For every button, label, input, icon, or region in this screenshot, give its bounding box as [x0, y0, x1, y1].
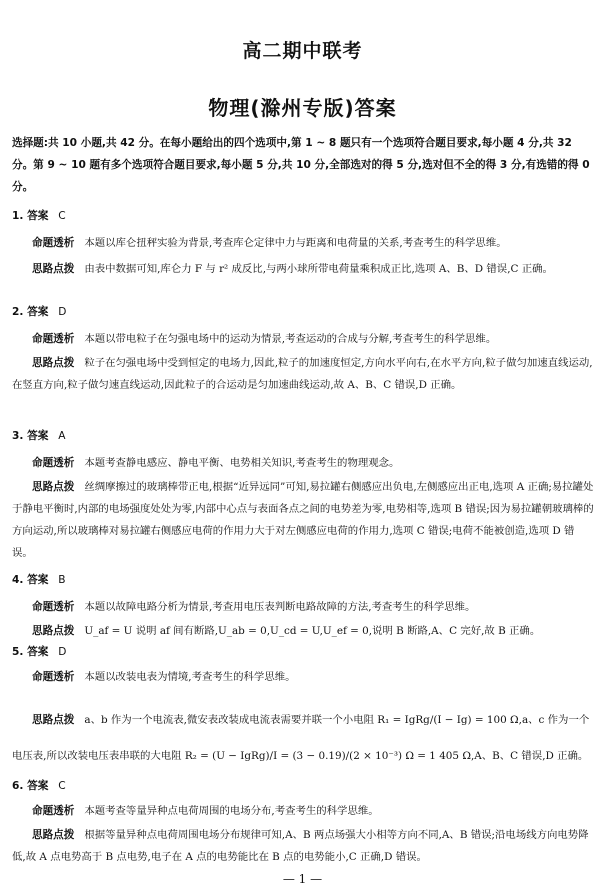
hint-label: 思路点拨	[32, 481, 75, 493]
question-5-answer	[12, 642, 66, 662]
answer-value: D	[58, 306, 67, 318]
exam-subtitle: 物理(滁州专版)答案	[208, 96, 397, 120]
hint-text: 由表中数据可知,库仑力 F 与 r² 成反比,与两小球所带电荷量乘积成正比,选项 A、B、D 错误,C 正确。	[84, 263, 553, 275]
question-number: 3.	[12, 430, 24, 442]
answer-label: 答案	[27, 574, 49, 586]
question-6-answer	[12, 776, 66, 796]
analysis-label: 命题透析	[32, 601, 75, 613]
page-number: — 1 —	[282, 872, 323, 886]
question-1-analysis	[12, 232, 594, 254]
analysis-text: 本题考查等量异种点电荷周围的电场分布,考查考生的科学思维。	[84, 805, 379, 817]
analysis-label: 命题透析	[32, 671, 75, 683]
hint-text: 丝绸摩擦过的玻璃棒带正电,根据“近异远同”可知,易拉罐右侧感应出负电,左侧感应出正电,选项 A 正确;易拉罐处于静电平衡时,内部的电场强度处处为零,内部中心点与表面各点之间的电势差为零,电势相等,选项 B 错误;因为易拉罐朝玻璃棒的方向运动,所以玻璃棒对易拉罐右侧感应电荷的作用力大于对左侧感应电荷的作用力,选项 C 错误;电荷不能被创造,选项 D 错误。	[12, 481, 594, 559]
answer-label: 答案	[27, 430, 49, 442]
section-intro: 选择题:共 10 小题,共 42 分。在每小题给出的四个选项中,第 1 ~ 8 题只有一个选项符合题目要求,每小题 4 分,共 32 分。第 9 ~ 10 题有多个选项符合题目要求,每小题 5 分,共 10 分,全部选对的得 5 分,选对但不全的得 3 分,有选错的得 0 分。	[12, 137, 590, 193]
answer-label: 答案	[27, 780, 49, 792]
analysis-text: 本题以故障电路分析为情景,考查用电压表判断电路故障的方法,考查考生的科学思维。	[84, 601, 476, 613]
question-2-answer	[12, 302, 66, 322]
question-3-answer	[12, 426, 66, 446]
answer-value: B	[58, 574, 66, 586]
hint-text: 粒子在匀强电场中受到恒定的电场力,因此,粒子的加速度恒定,方向水平向右,在水平方向,粒子做匀加速直线运动,在竖直方向,粒子做匀速直线运动,因此粒子的合运动是匀加速曲线运动,故 A、B、C 错误,D 正确。	[12, 357, 593, 391]
question-number: 6.	[12, 780, 24, 792]
question-6-analysis	[12, 800, 594, 822]
question-4-analysis	[12, 596, 594, 618]
hint-text: a、b 作为一个电流表,微安表改装成电流表需要并联一个小电阻 R₁ = IgRg/(I − Ig) = 100 Ω,a、c 作为一个电压表,所以改装电压表串联的大电阻 R₂ = (U − IgRg)/I = (3 − 0.19)/(2 × 10⁻³) Ω = 1 405 Ω,A、B、C 错误,D 正确。	[12, 714, 590, 762]
question-2-analysis	[12, 328, 594, 350]
hint-label: 思路点拨	[32, 263, 75, 275]
analysis-text: 本题以改装电表为情境,考查考生的科学思维。	[84, 671, 296, 683]
analysis-text: 本题考查静电感应、静电平衡、电势相关知识,考查考生的物理观念。	[84, 457, 400, 469]
answer-value: A	[58, 430, 66, 442]
question-6-hint	[12, 824, 594, 868]
hint-label: 思路点拨	[32, 357, 75, 369]
analysis-label: 命题透析	[32, 805, 75, 817]
question-number: 2.	[12, 306, 24, 318]
hint-label: 思路点拨	[32, 829, 75, 841]
question-3-hint	[12, 476, 594, 564]
question-1-answer	[12, 206, 66, 226]
question-number: 4.	[12, 574, 24, 586]
question-4-hint	[12, 620, 594, 642]
question-5-hint	[12, 702, 594, 774]
analysis-text: 本题以库仑扭秤实验为背景,考查库仑定律中力与距离和电荷量的关系,考查考生的科学思维。	[84, 237, 507, 249]
question-5-analysis	[12, 666, 594, 688]
question-2-hint	[12, 352, 594, 396]
analysis-text: 本题以带电粒子在匀强电场中的运动为情景,考查运动的合成与分解,考查考生的科学思维。	[84, 333, 497, 345]
hint-text: 根据等量异种点电荷周围电场分布规律可知,A、B 两点场强大小相等方向不同,A、B 错误;沿电场线方向电势降低,故 A 点电势高于 B 点电势,电子在 A 点的电势能比在 B 点的电势能小,C 正确,D 错误。	[12, 829, 589, 863]
question-3-analysis	[12, 452, 594, 474]
analysis-label: 命题透析	[32, 333, 75, 345]
question-number: 1.	[12, 210, 24, 222]
answer-label: 答案	[27, 646, 49, 658]
hint-label: 思路点拨	[32, 625, 75, 637]
question-number: 5.	[12, 646, 24, 658]
analysis-label: 命题透析	[32, 237, 75, 249]
answer-value: C	[58, 780, 66, 792]
hint-label: 思路点拨	[32, 714, 75, 726]
analysis-label: 命题透析	[32, 457, 75, 469]
answer-value: D	[58, 646, 67, 658]
answer-label: 答案	[27, 210, 49, 222]
question-1-hint	[12, 258, 594, 280]
exam-title: 高二期中联考	[242, 40, 363, 62]
answer-label: 答案	[27, 306, 49, 318]
answer-value: C	[58, 210, 66, 222]
question-4-answer	[12, 570, 66, 590]
hint-text: U_af = U 说明 af 间有断路,U_ab = 0,U_cd = U,U_ef = 0,说明 B 断路,A、C 完好,故 B 正确。	[84, 625, 541, 637]
